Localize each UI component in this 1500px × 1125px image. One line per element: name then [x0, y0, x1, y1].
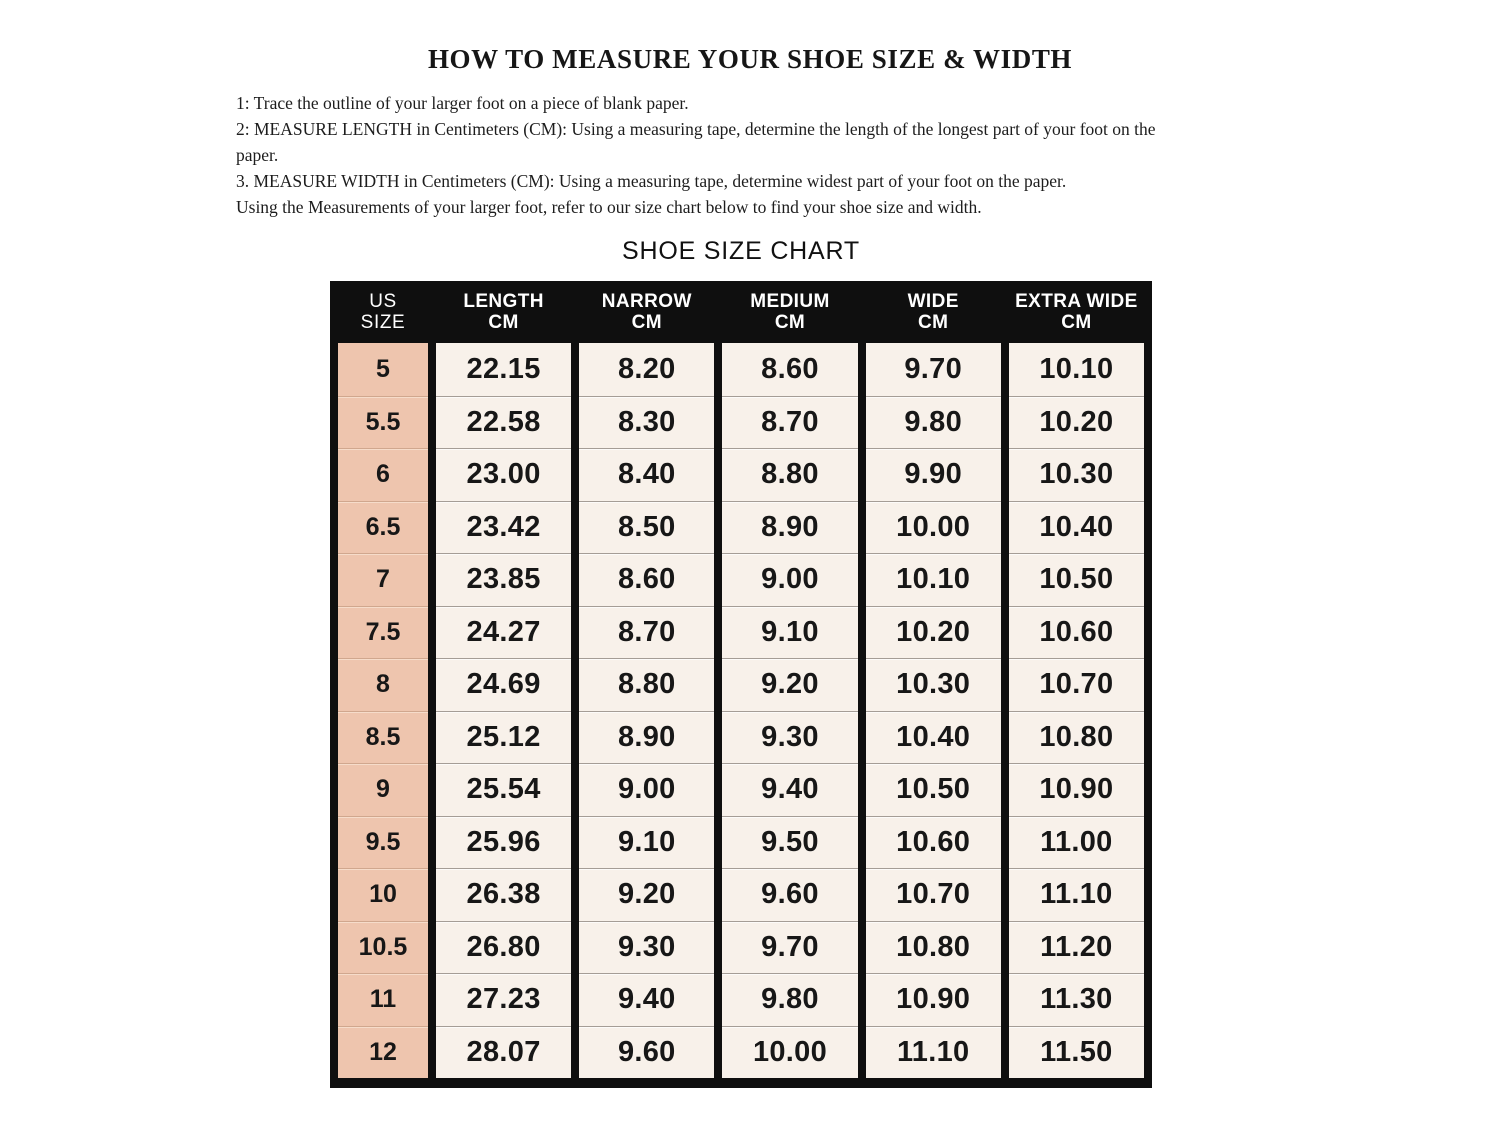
measurement-cell: 8.30	[579, 396, 714, 449]
measurement-cell: 27.23	[436, 973, 571, 1026]
measurement-cell: 8.70	[579, 606, 714, 659]
measurement-cell: 9.90	[866, 448, 1001, 501]
measurement-cell: 10.00	[722, 1026, 857, 1079]
measurement-cell: 11.10	[866, 1026, 1001, 1079]
shoe-size-table	[330, 281, 1152, 1088]
measurement-cell: 9.70	[866, 343, 1001, 396]
measurement-cell: 9.30	[722, 711, 857, 764]
us-size-cell: 9.5	[338, 816, 428, 869]
measurement-cell: 9.60	[722, 868, 857, 921]
measurement-cell: 9.30	[579, 921, 714, 974]
measurement-cell: 10.80	[1009, 711, 1144, 764]
measurement-cell: 22.15	[436, 343, 571, 396]
us-size-cell: 6	[338, 448, 428, 501]
header-line: MEDIUM	[750, 291, 830, 312]
measurement-cell: 22.58	[436, 396, 571, 449]
measurement-cell: 8.90	[722, 501, 857, 554]
measurement-cell: 9.00	[579, 763, 714, 816]
measurement-cell: 10.40	[866, 711, 1001, 764]
header-cell	[338, 281, 428, 343]
measurement-cell: 9.10	[722, 606, 857, 659]
header-line: CM	[1061, 312, 1092, 333]
measurement-cell: 10.00	[866, 501, 1001, 554]
header-line: SIZE	[360, 312, 406, 333]
header-line: CM	[488, 312, 519, 333]
measurement-cell: 10.80	[866, 921, 1001, 974]
us-size-cell: 10.5	[338, 921, 428, 974]
table-body	[338, 343, 1144, 1078]
header-cell	[722, 281, 857, 343]
measurement-cell: 9.10	[579, 816, 714, 869]
measurement-cell: 26.80	[436, 921, 571, 974]
measurement-cell: 8.70	[722, 396, 857, 449]
measurement-cell: 8.60	[579, 553, 714, 606]
measurement-cell: 9.40	[722, 763, 857, 816]
measurement-cell: 9.20	[579, 868, 714, 921]
measurement-cell: 9.80	[866, 396, 1001, 449]
measurement-cell: 10.60	[1009, 606, 1144, 659]
measurement-cell: 9.20	[722, 658, 857, 711]
measurement-cell: 11.10	[1009, 868, 1144, 921]
header-line: WIDE	[907, 291, 959, 312]
measurement-cell: 9.50	[722, 816, 857, 869]
us-size-cell: 8	[338, 658, 428, 711]
measurement-cell: 26.38	[436, 868, 571, 921]
measurement-cell: 9.40	[579, 973, 714, 1026]
header-cell	[1009, 281, 1144, 343]
measurement-cell: 10.30	[866, 658, 1001, 711]
measurement-cell: 8.80	[722, 448, 857, 501]
measurement-cell: 10.50	[1009, 553, 1144, 606]
measurement-cell: 8.80	[579, 658, 714, 711]
measurement-cell: 8.20	[579, 343, 714, 396]
table-header	[338, 281, 1144, 343]
measurement-cell: 8.50	[579, 501, 714, 554]
measurement-cell: 11.00	[1009, 816, 1144, 869]
measuring-instructions	[236, 90, 1196, 220]
measurement-cell: 8.60	[722, 343, 857, 396]
header-line: CM	[631, 312, 662, 333]
instruction-step-2: 2: MEASURE LENGTH in Centimeters (CM): Using a measuring tape, determine the length of the longest part of your foot on the paper.	[236, 119, 1156, 165]
measurement-cell: 11.50	[1009, 1026, 1144, 1079]
us-size-cell: 5.5	[338, 396, 428, 449]
header-line: US	[369, 291, 397, 312]
header-cell	[436, 281, 571, 343]
us-size-cell: 10	[338, 868, 428, 921]
measurement-cell: 10.10	[1009, 343, 1144, 396]
measurement-cell: 9.80	[722, 973, 857, 1026]
us-size-cell: 7	[338, 553, 428, 606]
us-size-cell: 8.5	[338, 711, 428, 764]
measurement-cell: 11.20	[1009, 921, 1144, 974]
us-size-cell: 7.5	[338, 606, 428, 659]
header-cell	[579, 281, 714, 343]
measurement-cell: 10.70	[866, 868, 1001, 921]
measurement-cell: 23.85	[436, 553, 571, 606]
measurement-cell: 10.20	[866, 606, 1001, 659]
measurement-cell: 24.27	[436, 606, 571, 659]
measurement-cell: 8.90	[579, 711, 714, 764]
measurement-cell: 10.40	[1009, 501, 1144, 554]
measurement-cell: 25.12	[436, 711, 571, 764]
header-line: EXTRA WIDE	[1015, 291, 1138, 312]
measurement-cell: 11.30	[1009, 973, 1144, 1026]
instruction-note: Using the Measurements of your larger foot, refer to our size chart below to find your shoe size and width.	[236, 197, 982, 217]
measurement-cell: 9.70	[722, 921, 857, 974]
header-cell	[866, 281, 1001, 343]
measurement-cell: 10.60	[866, 816, 1001, 869]
measurement-cell: 23.42	[436, 501, 571, 554]
header-line: NARROW	[601, 291, 692, 312]
measurement-cell: 10.70	[1009, 658, 1144, 711]
header-line: CM	[918, 312, 949, 333]
chart-title: SHOE SIZE CHART	[622, 237, 860, 265]
header-line: CM	[774, 312, 806, 333]
instruction-step-1: 1: Trace the outline of your larger foot on a piece of blank paper.	[236, 93, 689, 113]
us-size-cell: 5	[338, 343, 428, 396]
measurement-cell: 25.96	[436, 816, 571, 869]
measurement-cell: 24.69	[436, 658, 571, 711]
header-line: LENGTH	[463, 291, 544, 312]
measurement-cell: 10.90	[1009, 763, 1144, 816]
measurement-cell: 28.07	[436, 1026, 571, 1079]
measurement-cell: 10.90	[866, 973, 1001, 1026]
chart-title-wrap	[330, 237, 1152, 266]
us-size-cell: 12	[338, 1026, 428, 1079]
measurement-cell: 23.00	[436, 448, 571, 501]
instruction-step-3: 3. MEASURE WIDTH in Centimeters (CM): Using a measuring tape, determine widest part of your foot on the paper.	[236, 171, 1067, 191]
page-title: HOW TO MEASURE YOUR SHOE SIZE & WIDTH	[427, 44, 1073, 74]
measurement-cell: 10.10	[866, 553, 1001, 606]
measurement-cell: 8.40	[579, 448, 714, 501]
measurement-cell: 10.30	[1009, 448, 1144, 501]
measurement-cell: 9.60	[579, 1026, 714, 1079]
measurement-cell: 10.50	[866, 763, 1001, 816]
measurement-cell: 10.20	[1009, 396, 1144, 449]
measurement-cell: 9.00	[722, 553, 857, 606]
measurement-cell: 25.54	[436, 763, 571, 816]
us-size-cell: 9	[338, 763, 428, 816]
us-size-cell: 11	[338, 973, 428, 1026]
us-size-cell: 6.5	[338, 501, 428, 554]
